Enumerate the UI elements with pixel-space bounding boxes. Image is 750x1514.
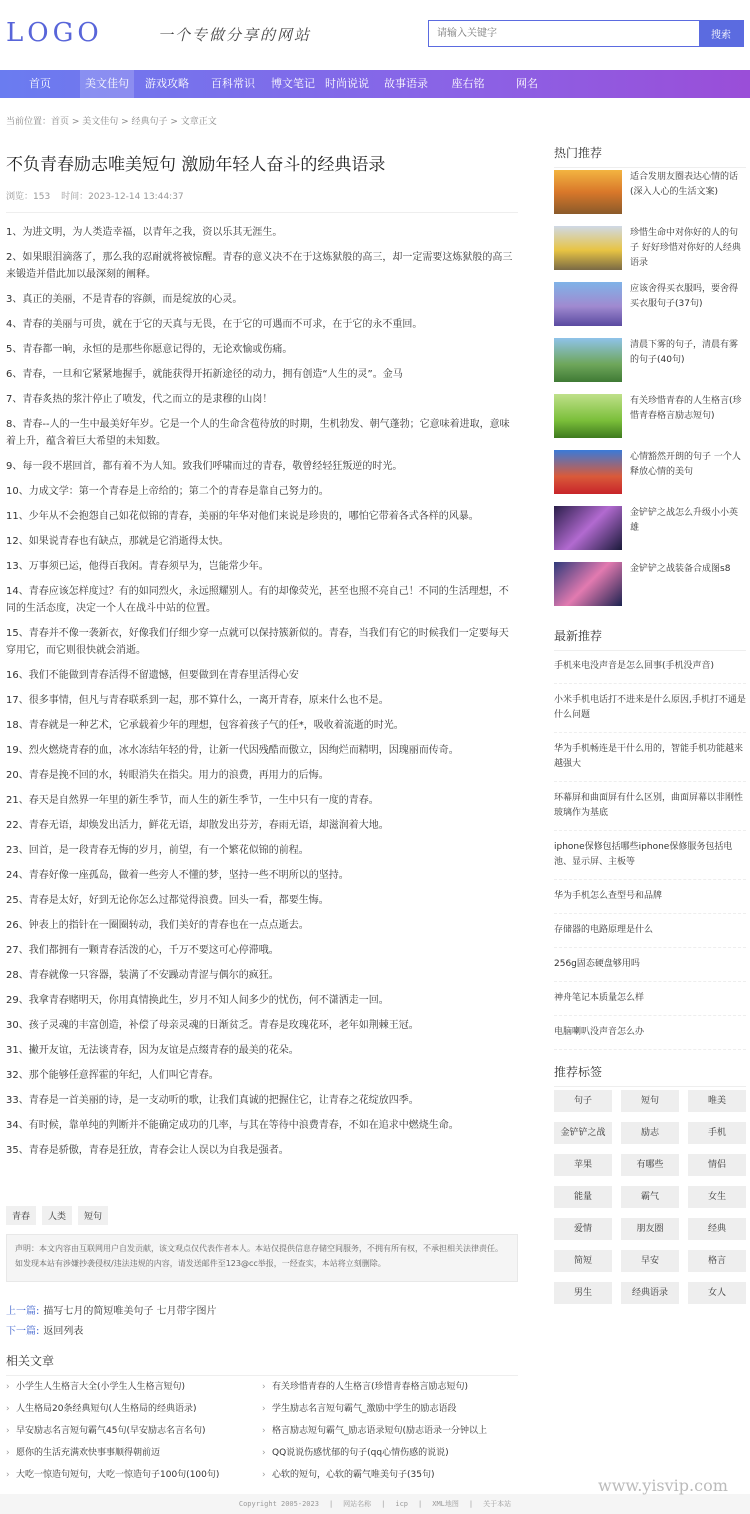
nav-item[interactable]: 百科常识: [211, 77, 255, 90]
article-tags: [6, 1206, 108, 1225]
footer-separator: |: [468, 1500, 474, 1508]
related-item[interactable]: › 心软的短句，心软的霸气唯美句子(35句): [262, 1464, 518, 1486]
watermark: www.yisvip.com: [598, 1476, 728, 1495]
next-title[interactable]: 返回列表: [43, 1326, 84, 1337]
article-tag[interactable]: 人类: [42, 1206, 72, 1225]
latest-list: [554, 650, 746, 1050]
latest-item[interactable]: 小米手机电话打不进来是什么原因,手机打不通是什么问题: [554, 684, 746, 733]
article-paragraph: 34、有时候，靠单纯的判断并不能确定成功的几率，与其在等待中浪费青春，不如在追求中燃烧生命。: [6, 1120, 459, 1131]
nav-item[interactable]: 故事语录: [384, 77, 428, 90]
prev-title[interactable]: 描写七月的简短唯美句子 七月带字图片: [43, 1306, 217, 1317]
hot-item[interactable]: [554, 506, 746, 562]
next-label: 下一篇:: [6, 1326, 40, 1337]
thumbnail-image[interactable]: [554, 338, 622, 382]
related-item[interactable]: › 有关珍惜青春的人生格言(珍惜青春格言励志短句): [262, 1376, 518, 1398]
article-meta: [6, 189, 518, 213]
main-nav: [0, 70, 750, 98]
article-tag[interactable]: 青春: [6, 1206, 36, 1225]
nav-item[interactable]: 美文佳句: [80, 70, 134, 98]
thumbnail-image[interactable]: [554, 394, 622, 438]
latest-heading: 最新推荐: [554, 627, 746, 651]
hot-item-title[interactable]: 心情豁然开朗的句子 一个人释放心情的美句: [630, 452, 741, 477]
tag-chip[interactable]: 霸气: [621, 1186, 679, 1208]
breadcrumb: 当前位置：首页 > 美文佳句 > 经典句子 > 文章正文: [6, 117, 217, 127]
view-count: 浏览：153: [6, 192, 51, 202]
header: [0, 0, 750, 70]
article-paragraph: 15、青春并不像一袭新衣，好像我们仔细少穿一点就可以保持簇新似的。青春，当我们有它的时候我们一定要每天穿用它，而它则很快就会消逝。: [6, 628, 509, 656]
related-heading: 相关文章: [6, 1352, 518, 1376]
related-item[interactable]: › 小学生人生格言大全(小学生人生格言短句): [6, 1376, 262, 1398]
tag-chip[interactable]: 女生: [688, 1186, 746, 1208]
tag-chip[interactable]: 简短: [554, 1250, 612, 1272]
hot-list: [554, 170, 746, 618]
article-paragraph: 14、青春应该怎样度过？有的如同烈火，永远照耀别人。有的却像荧光，甚至也照不亮自己！不同的生活理想，不同的生活态度，决定一个人在战斗中站的位置。: [6, 586, 509, 614]
tag-chip[interactable]: 有哪些: [621, 1154, 679, 1176]
article-paragraph: 27、我们都拥有一颗青春活泼的心，千万不要这可心停滞哦。: [6, 945, 279, 956]
article-paragraph: 9、每一段不堪回首，都有着不为人知。致我们呼啸而过的青春，敬曾经轻狂叛逆的时光。: [6, 461, 403, 472]
article-paragraph: 16、我们不能做到青春活得不留遗憾，但要做到在青春里活得心安: [6, 670, 299, 681]
footer-separator: |: [381, 1500, 386, 1508]
latest-item[interactable]: 神舟笔记本质量怎么样: [554, 982, 746, 1016]
tag-chip[interactable]: 早安: [621, 1250, 679, 1272]
related-list: [6, 1376, 518, 1486]
article-paragraph: 17、很多事情，但凡与青春联系到一起，那不算什么，一离开青春，原来什么也不是。: [6, 695, 389, 706]
article-paragraph: 1、为进文明，为人类造幸福，以青年之我，资以乐其无涯生。: [6, 227, 283, 238]
article-paragraph: 12、如果说青春也有缺点，那就是它消逝得太快。: [6, 536, 229, 547]
related-item[interactable]: › 愿你的生活充满欢快事事顺得朝前迈: [6, 1442, 262, 1464]
hot-item[interactable]: [554, 338, 746, 394]
article-paragraph: 11、少年从不会抱怨自己如花似锦的青春，美丽的年华对他们来说是珍贵的，哪怕它带着各式各样的风暴。: [6, 511, 479, 522]
nav-item[interactable]: 网名: [516, 77, 538, 90]
prev-next: [6, 1302, 217, 1342]
latest-item[interactable]: 存储器的电路原理是什么: [554, 914, 746, 948]
tag-chip[interactable]: 唯美: [688, 1090, 746, 1112]
related-item[interactable]: › 学生励志名言短句霸气_激励中学生的励志语段: [262, 1398, 518, 1420]
nav-item[interactable]: 座右铭: [451, 77, 485, 90]
tag-chip[interactable]: 苹果: [554, 1154, 612, 1176]
article-paragraph: 30、孩子灵魂的丰富创造，补偿了母亲灵魂的日渐贫乏。青春是玫瑰花环，老年如荆棘王冠。: [6, 1020, 419, 1031]
hot-item[interactable]: [554, 282, 746, 338]
article-paragraph: 21、春天是自然界一年里的新生季节，而人生的新生季节，一生中只有一度的青春。: [6, 795, 379, 806]
publish-time: 时间：2023-12-14 13:44:37: [61, 192, 184, 202]
tag-chip[interactable]: 金铲铲之战: [554, 1122, 612, 1144]
footer-link[interactable]: XML地图: [432, 1500, 459, 1508]
article-paragraph: 35、青春是骄傲，青春是狂放，青春会让人误以为自我是强者。: [6, 1145, 289, 1156]
related-item[interactable]: › 大吃一惊造句短句，大吃一惊造句子100句(100句): [6, 1464, 262, 1486]
thumbnail-image[interactable]: [554, 450, 622, 494]
prev-label: 上一篇:: [6, 1306, 40, 1317]
tag-chip[interactable]: 格言: [688, 1250, 746, 1272]
hot-item[interactable]: [554, 170, 746, 226]
nav-item[interactable]: 游戏攻略: [145, 77, 189, 90]
tag-chip[interactable]: 男生: [554, 1282, 612, 1304]
hot-item-title[interactable]: 有关珍惜青春的人生格言(珍惜青春格言励志短句): [630, 396, 742, 421]
latest-item[interactable]: iphone保修包括哪些iphone保修服务包括电池、显示屏、主板等: [554, 831, 746, 880]
tag-chip[interactable]: 经典语录: [621, 1282, 679, 1304]
footer-link[interactable]: 关于本站: [483, 1500, 512, 1508]
related-item[interactable]: › 格言励志短句霸气_励志语录短句(励志语录一分钟以上: [262, 1420, 518, 1442]
article-paragraph: 5、青春都一晌，永恒的是那些你愿意记得的，无论欢愉或伤痛。: [6, 344, 293, 355]
search-input[interactable]: [429, 21, 699, 46]
tag-chip[interactable]: 手机: [688, 1122, 746, 1144]
search-box: [428, 20, 744, 47]
tag-chip[interactable]: 爱情: [554, 1218, 612, 1240]
article-paragraph: 18、青春就是一种艺术，它承载着少年的理想，包容着孩子气的任*，吸收着流逝的时光。: [6, 720, 404, 731]
article-paragraph: 26、钟表上的指针在一圈圈转动，我们美好的青春也在一点点逝去。: [6, 920, 309, 931]
hot-item[interactable]: [554, 450, 746, 506]
tags-heading: 推荐标签: [554, 1063, 746, 1087]
site-logo[interactable]: LOGO: [6, 18, 103, 48]
article-paragraph: 31、撇开友谊，无法谈青春，因为友谊是点缀青春的最美的花朵。: [6, 1045, 299, 1056]
article-header: [6, 150, 518, 213]
nav-item[interactable]: 首页: [29, 77, 51, 90]
latest-item[interactable]: 电脑喇叭没声音怎么办: [554, 1016, 746, 1050]
tag-chip[interactable]: 句子: [554, 1090, 612, 1112]
hot-item-title[interactable]: 清晨下雾的句子，清晨有雾的句子(40句): [630, 340, 739, 365]
related-item[interactable]: › QQ说说伤感忧郁的句子(qq心情伤感的说说): [262, 1442, 518, 1464]
thumbnail-image[interactable]: [554, 170, 622, 214]
hot-item[interactable]: [554, 226, 746, 282]
article-tag[interactable]: 短句: [78, 1206, 108, 1225]
footer-separator: |: [418, 1500, 423, 1508]
article-paragraph: 7、青春炙热的浆汁停止了喷发，代之而立的是隶穆的山岗！: [6, 394, 273, 405]
article-paragraph: 23、回首，是一段青春无悔的岁月，前望，有一个繁花似锦的前程。: [6, 845, 309, 856]
thumbnail-image[interactable]: [554, 562, 622, 606]
related-item[interactable]: › 人生格局20条经典短句(人生格局的经典语录): [6, 1398, 262, 1420]
footer-link[interactable]: 网站名称: [343, 1500, 372, 1508]
latest-item[interactable]: 环幕屏和曲面屏有什么区别，曲面屏幕以非刚性玻璃作为基底: [554, 782, 746, 831]
hot-heading: 热门推荐: [554, 144, 746, 168]
tag-cloud: [554, 1090, 746, 1304]
article-paragraph: 2、如果眼泪滴落了，那么我的忍耐就将被惊醒。青春的意义决不在于这炼狱般的高三，却一定需要这炼狱般的高三来锻造并借此加以最深刻的阐释。: [6, 252, 513, 280]
tag-chip[interactable]: 经典: [688, 1218, 746, 1240]
related-item[interactable]: › 早安励志名言短句霸气45句(早安励志名言名句): [6, 1420, 262, 1442]
hot-item-title[interactable]: 金铲铲之战怎么升级小小英雄: [630, 508, 739, 533]
prev-article[interactable]: [6, 1302, 217, 1322]
thumbnail-image[interactable]: [554, 282, 622, 326]
latest-item[interactable]: 256g固态硬盘够用吗: [554, 948, 746, 982]
article-paragraph: 19、烈火燃烧青春的血，冰水冻结年轻的骨，让新一代因残酷而傲立，因绚烂而精明，因瑰丽而传奇。: [6, 745, 459, 756]
nav-item[interactable]: 时尚说说: [325, 77, 369, 90]
tag-chip[interactable]: 能量: [554, 1186, 612, 1208]
hot-item-title[interactable]: 珍惜生命中对你好的人的句子 好好珍惜对你好的人经典语录: [630, 228, 741, 268]
article-paragraph: 6、青春，一旦和它紧紧地握手，就能获得开拓新途径的动力，拥有创造“人生的灵”。金马: [6, 369, 403, 380]
tag-chip[interactable]: 励志: [621, 1122, 679, 1144]
footer-link: Copyright 2005-2023: [238, 1500, 319, 1508]
footer: [0, 1494, 750, 1514]
nav-item[interactable]: 博文笔记: [271, 77, 315, 90]
latest-item[interactable]: 手机来电没声音是怎么回事(手机没声音): [554, 650, 746, 684]
article-paragraph: 8、青春--人的一生中最美好年岁。它是一个人的生命含苞待放的时期，生机勃发、朝气蓬勃；它意味着进取，意味着上升，蕴含着巨大希望的未知数。: [6, 419, 510, 447]
footer-link[interactable]: icp: [395, 1500, 409, 1508]
latest-item[interactable]: 华为手机怎么查型号和品牌: [554, 880, 746, 914]
article-paragraph: 29、我拿青春赌明天，你用真情换此生，岁月不知人间多少的忧伤，何不潇洒走一回。: [6, 995, 389, 1006]
hot-item-title[interactable]: 金铲铲之战装备合成图s8: [630, 564, 731, 574]
footer-separator: |: [328, 1500, 334, 1508]
article-title: 不负青春励志唯美短句 激励年轻人奋斗的经典语录: [6, 155, 386, 175]
thumbnail-image[interactable]: [554, 506, 622, 550]
copyright-notice: 声明：本文内容由互联网用户自发贡献，该文观点仅代表作者本人。本站仅提供信息存储空间服务，不拥有所有权，不承担相关法律责任。如发现本站有涉嫌抄袭侵权/违法违规的内容，请发送邮件至123@cc举报，一经查实，本站将立刻删除。: [6, 1234, 518, 1282]
tag-chip[interactable]: 朋友圈: [621, 1218, 679, 1240]
hot-item[interactable]: [554, 562, 746, 618]
article-paragraph: 3、真正的美丽，不是青春的容颜，而是绽放的心灵。: [6, 294, 243, 305]
latest-item[interactable]: 华为手机畅连是干什么用的，智能手机功能越来越强大: [554, 733, 746, 782]
hot-item-title[interactable]: 适合发朋友圈表达心情的话(深入人心的生活文案): [630, 172, 739, 197]
site-slogan: 一个专做分享的网站: [158, 26, 312, 44]
article-paragraph: 22、青春无语，却焕发出活力，鲜花无语，却散发出芬芳，春雨无语，却滋润着大地。: [6, 820, 389, 831]
article-paragraph: 4、青春的美丽与可贵，就在于它的天真与无畏，在于它的可遇而不可求，在于它的永不重回。: [6, 319, 423, 330]
tag-chip[interactable]: 情侣: [688, 1154, 746, 1176]
hot-item[interactable]: [554, 394, 746, 450]
article-paragraph: 32、那个能够任意挥霍的年纪，人们叫它青春。: [6, 1070, 219, 1081]
thumbnail-image[interactable]: [554, 226, 622, 270]
article-paragraph: 10、力成文学：第一个青春是上帝给的；第二个的青春是靠自己努力的。: [6, 486, 329, 497]
article-paragraph: 25、青春是太好，好到无论你怎么过都觉得浪费。回头一看，都要生悔。: [6, 895, 329, 906]
tag-chip[interactable]: 短句: [621, 1090, 679, 1112]
article-paragraph: 33、青春是一首美丽的诗，是一支动听的歌，让我们真诚的把握住它，让青春之花绽放四季。: [6, 1095, 419, 1106]
next-article[interactable]: [6, 1322, 217, 1342]
hot-item-title[interactable]: 应该舍得买衣服吗，要舍得买衣服句子(37句): [630, 284, 739, 309]
tag-chip[interactable]: 女人: [688, 1282, 746, 1304]
article-paragraph: 24、青春好像一座孤岛，做着一些旁人不懂的梦，坚持一些不明所以的坚持。: [6, 870, 349, 881]
article-paragraph: 20、青春是挽不回的水，转眼消失在指尖。用力的浪费，再用力的后悔。: [6, 770, 329, 781]
article-paragraph: 13、万事须已运，他得百我闲。青春须早为，岂能常少年。: [6, 561, 269, 572]
search-button[interactable]: 搜索: [699, 21, 743, 46]
article-body: [6, 224, 518, 1167]
article-paragraph: 28、青春就像一只容器，装满了不安躁动青涩与偶尔的疯狂。: [6, 970, 279, 981]
